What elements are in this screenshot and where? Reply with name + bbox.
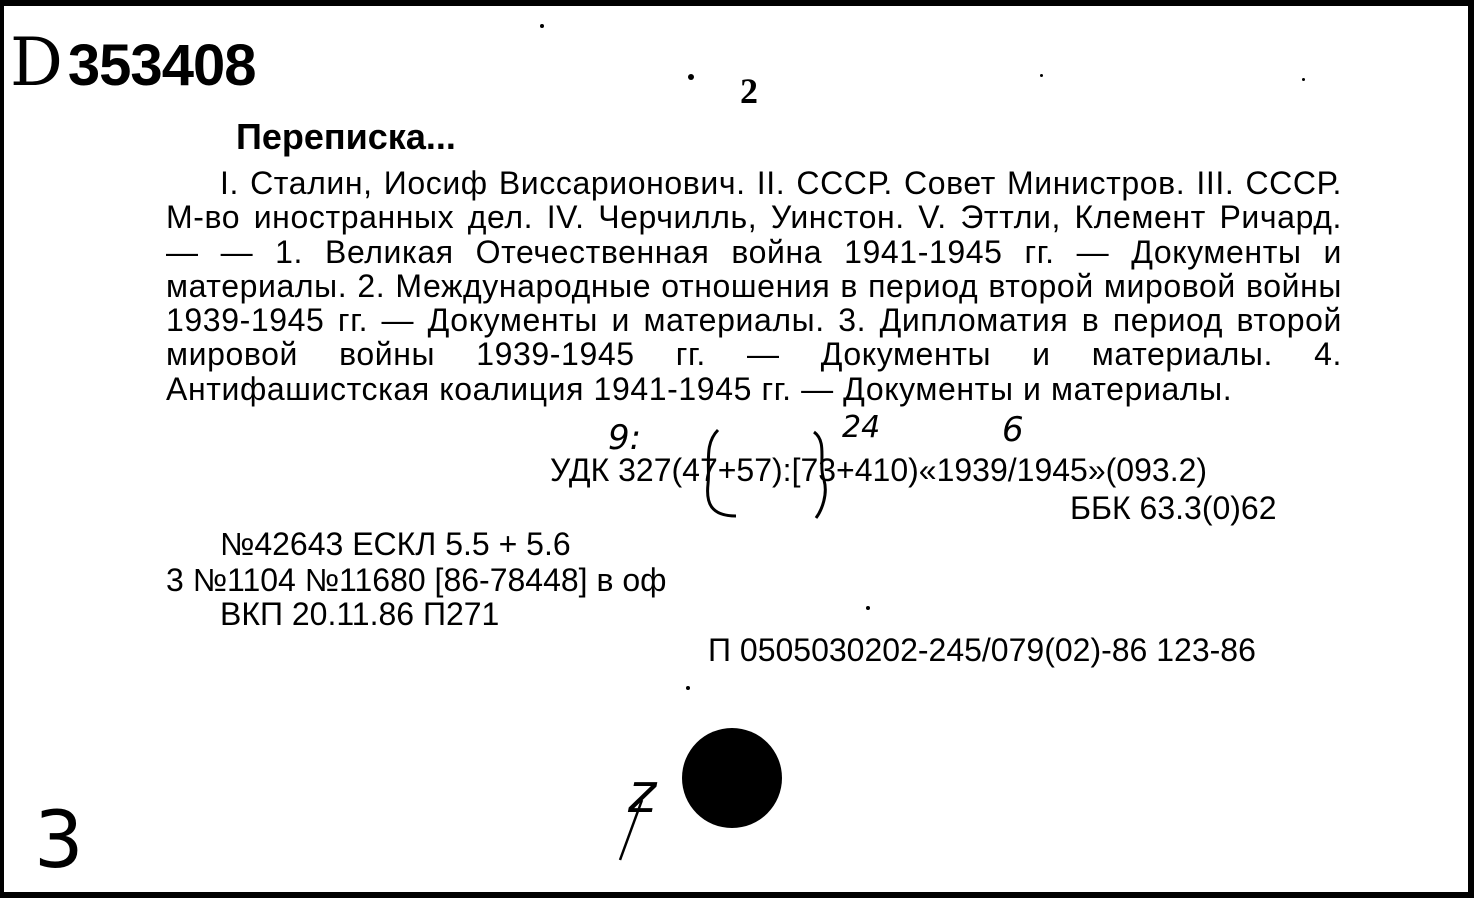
publisher-code-line: П 0505030202-245/079(02)-86 123-86 [708,632,1256,668]
handwritten-note-above-udk-2: 6 [1002,410,1024,450]
udk-classification: УДК 327(47+57):[73+410)«1939/1945»(093.2) [550,452,1208,488]
speck [1040,74,1043,77]
call-number-value: 353408 [67,33,256,98]
accession-line-2: 3 №1104 №11680 [86-78448] в оф [166,562,667,598]
speck [1302,78,1305,81]
card-body-text: I. Сталин, Иосиф Виссарионович. II. СССР. Совет Министров. III. СССР. М-во иностранных дел. IV. Черчилль, Уинстон. V. Эттли, Клемент Ричард. — — 1. Великая Отечественная война 1941-1945 гг. — Документы и материалы. 2. Международные отношения в период второй мировой войны 1939-1945 гг. — Документы и материалы. 3. Дипломатия в период второй мировой войны 1939-1945 гг. — Документы и материалы. 4. Антифашистская коалиция 1941-1945 гг. — Документы и материалы. [166,165,1342,407]
bbk-classification: ББК 63.3(0)62 [1070,490,1277,526]
card-title: Переписка... [236,116,456,157]
call-number [10,24,256,101]
punched-dot-mark [682,728,782,828]
call-number-prefix: D [10,24,62,101]
accession-line-3: ВКП 20.11.86 П271 [220,596,500,632]
speck [540,24,544,28]
handwritten-bottom-mark: z [628,762,657,825]
speck [686,686,690,690]
speck [866,606,870,610]
card-sequence-number: 2 [740,71,758,111]
handwritten-note-above-udk-1: 24 [842,410,881,445]
speck [688,74,694,80]
handwritten-note-after-body: 9: [608,418,642,458]
handwritten-corner-mark: 3 [34,796,84,886]
accession-line-1: №42643 ЕСКЛ 5.5 + 5.6 [220,526,571,562]
handwritten-stroke-mark [612,796,652,866]
